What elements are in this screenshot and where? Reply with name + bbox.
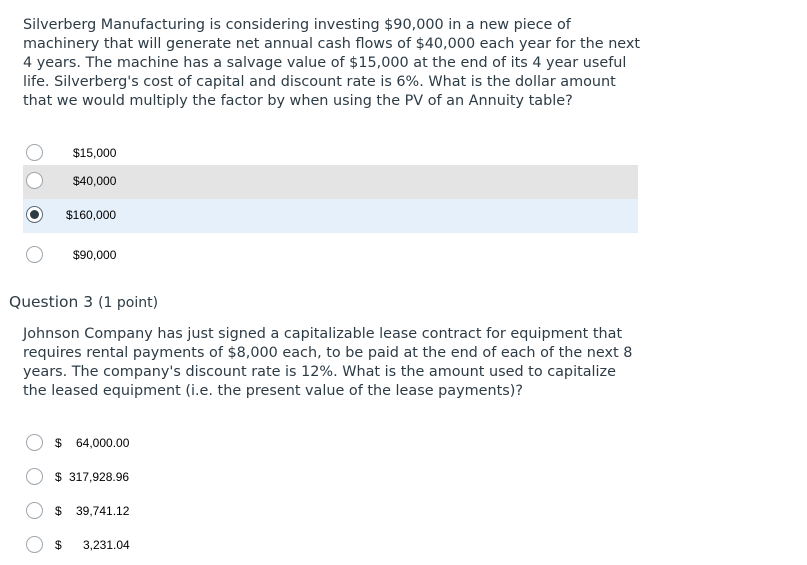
currency-symbol: $ bbox=[55, 504, 62, 518]
question-3-text: Johnson Company has just signed a capitalizable lease contract for equipment that requires rental payments of $8,000 each, to be paid at the end of each of the next 8 years. The company's discount rate is 12%. What is the amount used to capitalize the leased equipment (i.e. the present value of the lease payments)? bbox=[23, 326, 633, 399]
q3-option-2-amount: 317,928.96 bbox=[69, 470, 130, 484]
radio-button[interactable] bbox=[26, 246, 43, 263]
q3-option-4[interactable] bbox=[23, 529, 638, 563]
radio-button[interactable] bbox=[26, 144, 43, 161]
q2-option-3[interactable] bbox=[23, 199, 638, 233]
currency-symbol: $ bbox=[55, 538, 62, 552]
q3-option-1[interactable] bbox=[23, 427, 638, 461]
q3-option-2[interactable] bbox=[23, 461, 638, 495]
currency-symbol: $ bbox=[55, 470, 62, 484]
currency-symbol: $ bbox=[55, 436, 62, 450]
radio-button[interactable] bbox=[26, 468, 43, 485]
question-3-points: (1 point) bbox=[98, 295, 159, 311]
q2-option-4-label: $90,000 bbox=[73, 248, 117, 262]
radio-button[interactable] bbox=[26, 172, 43, 189]
radio-button[interactable] bbox=[26, 502, 43, 519]
radio-button[interactable] bbox=[26, 434, 43, 451]
question-2-text: Silverberg Manufacturing is considering investing $90,000 in a new piece of machinery that will generate net annual cash flows of $40,000 each year for the next 4 years. The machine has a salvage value of $15,000 at the end of its 4 year useful life. Silverberg's cost of capital and discount rate is 6%. What is the dollar amount that we would multiply the factor by when using the PV of an Annuity table? bbox=[23, 17, 641, 109]
q2-option-3-label: $160,000 bbox=[66, 208, 117, 222]
question-3-heading bbox=[9, 293, 158, 311]
radio-button[interactable] bbox=[26, 536, 43, 553]
q3-option-1-amount: 64,000.00 bbox=[76, 436, 130, 450]
q2-option-4[interactable] bbox=[23, 239, 638, 273]
q3-option-3[interactable] bbox=[23, 495, 638, 529]
q3-option-3-amount: 39,741.12 bbox=[76, 504, 130, 518]
q2-option-2-label: $40,000 bbox=[73, 174, 117, 188]
q2-option-2[interactable] bbox=[23, 165, 638, 199]
q3-option-4-amount: 3,231.04 bbox=[83, 538, 130, 552]
q2-option-1-label: $15,000 bbox=[73, 146, 117, 160]
question-3-title: Question 3 bbox=[9, 293, 94, 311]
radio-button-selected[interactable] bbox=[26, 206, 43, 223]
